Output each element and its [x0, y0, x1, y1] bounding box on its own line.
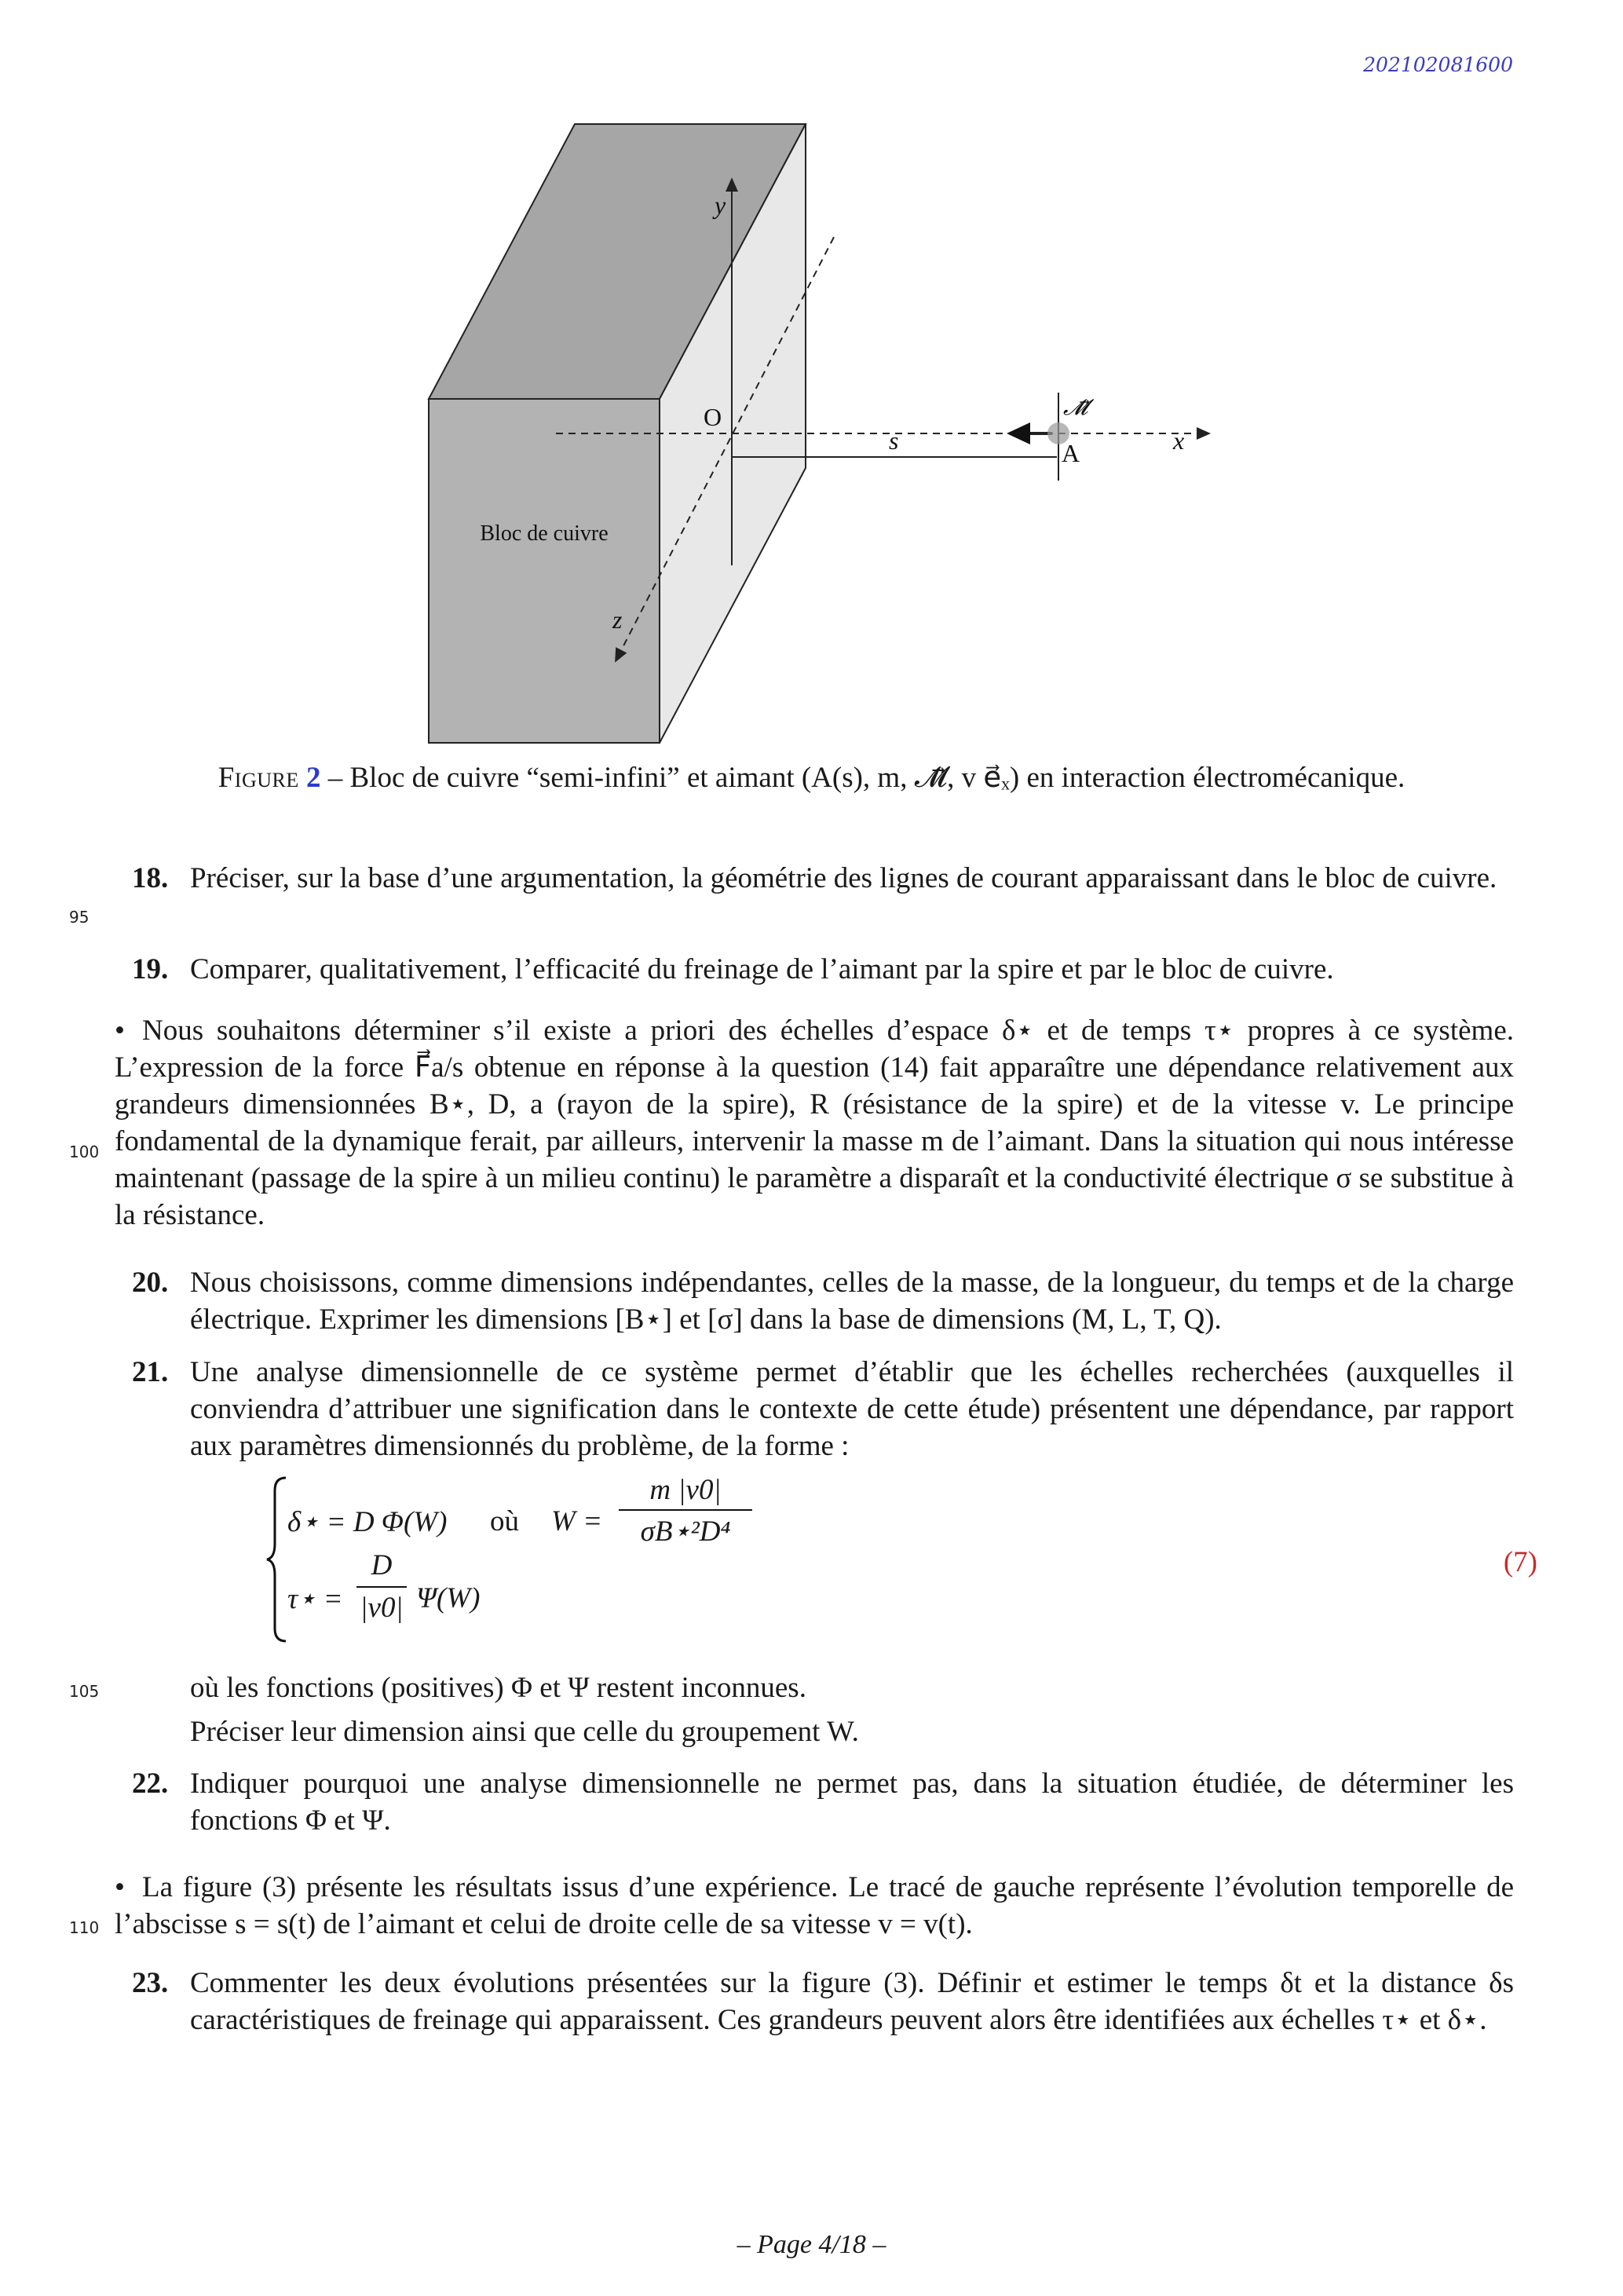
s-label: s	[889, 426, 899, 455]
bullet-text: Nous souhaitons déterminer s’il existe a priori des échelles d’espace δ⋆ et de temps τ⋆ propres à ce système. L’expression de la force F⃗a/s obtenue en réponse à la question (14) fait apparaître une dépendance relativement aux grandeurs dimensionnées B⋆, D, a (rayon de la spire), R (résistance de la spire) et de la vitesse v. Le principe fondamental de la dynamique ferait, par ailleurs, intervenir la masse m de l’aimant. Dans la situation qui nous intéresse maintenant (passage de la spire à un milieu continu) le paramètre a disparaît et la conductivité électrique σ se substitue à la résistance.	[115, 1015, 1514, 1231]
eq-tau-denominator: |v0|	[360, 1592, 404, 1624]
question-text: Commenter les deux évolutions présentées sur la figure (3). Définir et estimer le temps δt et la distance δs caractéristiques de freinage qui apparaissent. Ces grandeurs peuvent alors être identifiées aux échelles τ⋆ et δ⋆.	[190, 1967, 1514, 2036]
question-text: Préciser, sur la base d’une argumentation, la géométrie des lignes de courant apparaissant dans le bloc de cuivre.	[190, 862, 1497, 894]
eq-tau-numerator: D	[371, 1549, 393, 1581]
after-equation-line-1: où les fonctions (positives) Φ et Ψ restent inconnues.	[190, 1672, 806, 1704]
brace-icon	[265, 1473, 289, 1646]
eq-tau-fraction-bar	[356, 1586, 407, 1588]
origin-label: O	[704, 403, 722, 431]
block-front-face	[429, 399, 660, 743]
point-a-label: A	[1062, 439, 1080, 467]
question-number: 23.	[132, 1967, 169, 1999]
figure-copper-block	[0, 0, 1623, 754]
eq-tau-lhs: τ⋆ =	[287, 1583, 343, 1615]
equation-tag: (7)	[1503, 1546, 1537, 1578]
magnet-arrow-head	[1007, 422, 1030, 444]
figure-caption	[0, 760, 1623, 795]
bullet-dot: •	[115, 1871, 125, 1903]
after-equation-line-2: Préciser leur dimension ainsi que celle du groupement W.	[190, 1716, 859, 1748]
eq-w-fraction-bar	[619, 1509, 752, 1511]
bullet-text: La figure (3) présente les résultats issus d’une expérience. Le tracé de gauche représente l’évolution temporelle de l’abscisse s = s(t) de l’aimant et celui de droite celle de sa vitesse v = v(t).	[115, 1871, 1514, 1940]
document-code: 202102081600	[1363, 53, 1513, 76]
eq-tau-rhs: Ψ(W)	[416, 1582, 481, 1614]
equation-7	[250, 1473, 1537, 1646]
question-text: Nous choisissons, comme dimensions indépendantes, celles de la masse, de la longueur, du temps et de la charge électrique. Exprimer les dimensions [B⋆] et [σ] dans la base de dimensions (M, L, T, Q).	[190, 1267, 1514, 1336]
eq-connector: où	[490, 1505, 519, 1537]
question-text: Indiquer pourquoi une analyse dimensionnelle ne permet pas, dans la situation étudiée, de déterminer les fonctions Φ et Ψ.	[190, 1768, 1514, 1837]
eq-w-numerator: m |v0|	[649, 1474, 722, 1506]
eq-w-denominator: σB⋆²D⁴	[640, 1515, 731, 1548]
line-number: 100	[69, 1143, 100, 1161]
block-label: Bloc de cuivre	[480, 521, 609, 546]
y-axis-label: y	[715, 191, 726, 219]
bullet-dot: •	[115, 1015, 125, 1047]
caption-text: – Bloc de cuivre “semi-infini” et aimant (A(s), m, 𝓜⃗, v e⃗ₓ) en interaction électromécanique.	[320, 762, 1406, 794]
caption-prefix: Figure	[217, 762, 299, 794]
question-number: 19.	[132, 953, 169, 985]
question-number: 22.	[132, 1768, 169, 1800]
z-axis-label: z	[612, 605, 623, 634]
x-axis-label: x	[1173, 426, 1185, 455]
line-number: 110	[69, 1918, 100, 1937]
line-number: 105	[69, 1682, 100, 1701]
question-number: 18.	[132, 862, 169, 894]
question-number: 20.	[132, 1267, 169, 1299]
bullet-paragraph	[115, 1869, 1514, 1943]
bullet-paragraph	[115, 1012, 1514, 1234]
page-footer: – Page 4/18 –	[737, 2230, 886, 2259]
question-text: Comparer, qualitativement, l’efficacité du freinage de l’aimant par la spire et par le bloc de cuivre.	[190, 953, 1334, 985]
caption-number: 2	[306, 762, 321, 794]
eq-w-lhs: W =	[551, 1505, 603, 1537]
eq-delta-line: δ⋆ = D Φ(W)	[287, 1506, 448, 1538]
question-text: Une analyse dimensionnelle de ce système permet d’établir que les échelles recherchées (auxquelles il conviendra d’attribuer une signification dans le contexte de cette étude) présentent une dépendance, par rapport aux paramètres dimensionnés du problème, de la forme :	[190, 1356, 1514, 1462]
question-number: 21.	[132, 1356, 169, 1388]
line-number: 95	[69, 908, 90, 927]
moment-label: 𝓜⃗	[1063, 394, 1088, 420]
